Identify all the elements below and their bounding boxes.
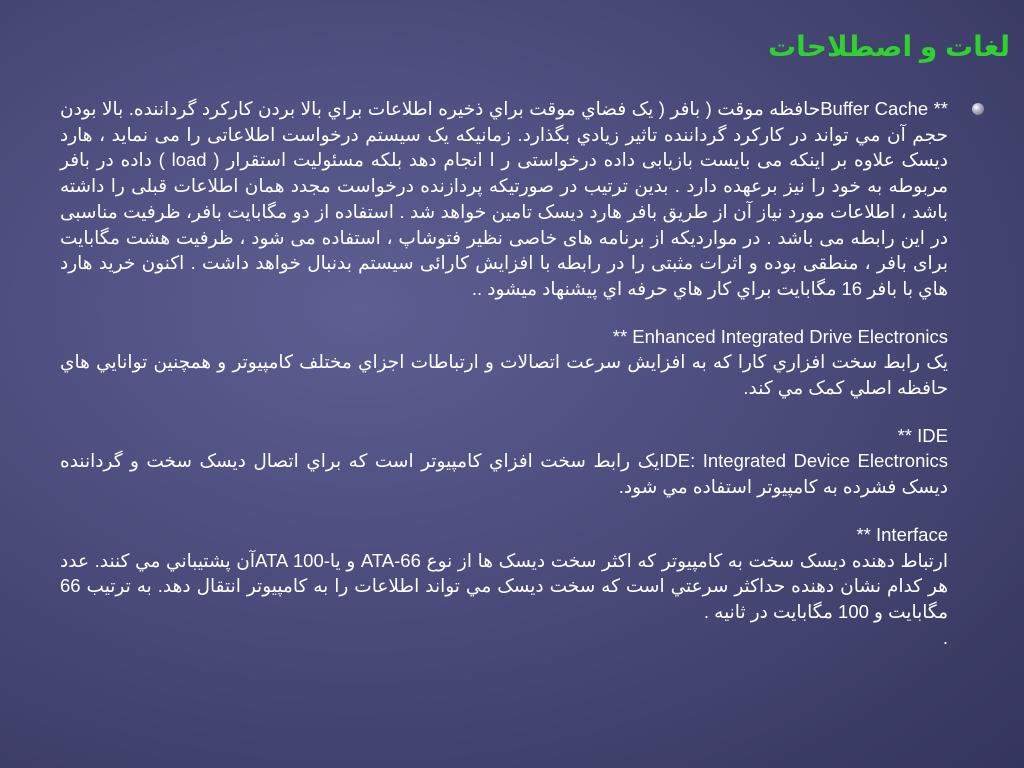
ide-expansion: IDE: Integrated Device Electronics	[659, 450, 948, 472]
entry-buffer-cache	[60, 96, 948, 302]
term-ide: ** IDE	[897, 424, 948, 446]
entry-ide	[60, 423, 948, 500]
term-eide: ** Enhanced Integrated Drive Electronics	[612, 325, 948, 347]
definition-ide: يک رابط سخت افزاي کامپيوتر است که براي اتصال ديسک سخت و گرداننده ديسک فشرده به کامپيوتر استفاده مي شود.	[60, 450, 948, 498]
trailing-dot: .	[942, 626, 948, 648]
term-interface: ** Interface	[856, 523, 948, 545]
entry-interface	[60, 522, 948, 651]
definition-interface: ارتباط دهنده ديسک سخت به کامپيوتر که اکثر سخت ديسک ها از نوع ATA-66 و يا-ATA 100آن پشتيباني مي کنند. عدد هر کدام نشان دهنده حداکثر سرعتي است که سخت ديسک مي تواند اطلاعات را به کامپيوتر انتقال دهد. به ترتيب 66 مگابايت و 100 مگابايت در ثانيه .	[60, 549, 948, 622]
slide-body	[60, 96, 948, 672]
definition-buffer-cache: حافظه موقت ( بافر ( يک فضاي موقت براي ذخيره اطلاعات براي بالا بردن کارکرد گرداننده. بالا بودن حجم آن مي تواند در کارکرد گرداننده تاثير زيادي بگذارد. زمانيکه يک سيستم درخواست اطلاعاتی را می نماید ، هارد دیسک علاوه بر اینکه می بایست بازیابی داده درخواستی ر ا انجام دهد بلکه مسئولیت استقرار ( load ) داده در بافر مربوطه به خود را نیز برعهده دارد . بدین ترتیب در صورتیکه پردازنده درخواست مجدد همان اطلاعات قبلی را داشته باشد ، اطلاعات مورد نیاز آن از طریق بافر هارد دیسک تامین خواهد شد . استفاده از دو مگابایت بافر، ظرفیت مناسبی در این رابطه می باشد . در مواردیکه از برنامه های خاصی نظیر فتوشاپ ، استفاده می شود ، ظرفیت هشت مگابایت برای بافر ، منطقی بوده و اثرات مثبتی را در رابطه با افزایش کارائی سیستم بدنبال خواهد داشت . اکنون خريد هارد هاي با بافر 16 مگابايت براي کار هاي حرفه اي پيشنهاد ميشود ..	[60, 98, 948, 299]
entry-eide	[60, 324, 948, 401]
slide-title: لغات و اصطلاحات	[768, 31, 1010, 62]
bullet-icon	[972, 103, 984, 115]
definition-eide: يک رابط سخت افزاري کارا که به افزايش سرعت اتصالات و ارتباطات اجزاي مختلف کامپيوتر و همچنين توانايي هاي حافظه اصلي کمک مي کند.	[60, 351, 948, 399]
term-buffer-cache: Buffer Cache **	[820, 98, 948, 119]
